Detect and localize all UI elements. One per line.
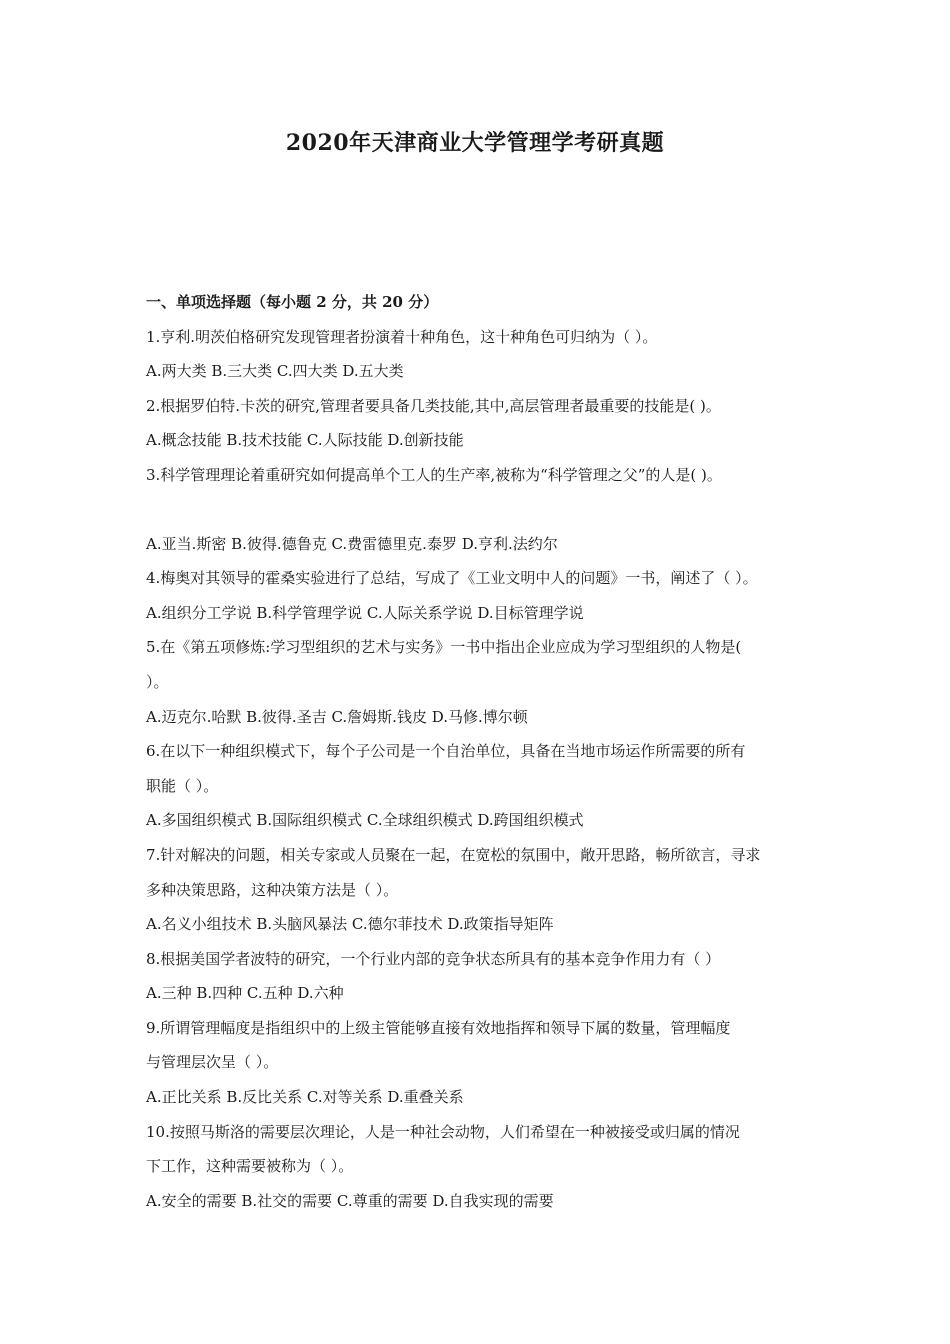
question-2: 2.根据罗伯特.卡茨的研究,管理者要具备几类技能,其中,高层管理者最重要的技能是( )。 xyxy=(146,396,721,415)
question-9-continued: 与管理层次呈（ ）。 xyxy=(146,1053,279,1072)
question-7-continued: 多种决策思路，这种决策方法是（ ）。 xyxy=(146,880,399,899)
question-3-options: A.亚当.斯密 B.彼得.德鲁克 C.费雷德里克.泰罗 D.亨利.法约尔 xyxy=(146,534,558,553)
question-10-options: A.安全的需要 B.社交的需要 C.尊重的需要 D.自我实现的需要 xyxy=(146,1191,554,1210)
question-5: 5.在《第五项修炼:学习型组织的艺术与实务》一书中指出企业应成为学习型组织的人物是( xyxy=(146,638,742,657)
question-6: 6.在以下一种组织模式下，每个子公司是一个自治单位，具备在当地市场运作所需要的所有 xyxy=(146,742,746,761)
question-6-continued: 职能（ ）。 xyxy=(146,776,219,795)
question-8-options: A.三种 B.四种 C.五种 D.六种 xyxy=(146,984,344,1003)
page-title: 2020年天津商业大学管理学考研真题 xyxy=(285,130,665,156)
question-5-options: A.迈克尔.哈默 B.彼得.圣吉 C.詹姆斯.钱皮 D.马修.博尔顿 xyxy=(146,707,528,726)
blank-gap xyxy=(146,493,826,527)
question-7-options: A.名义小组技术 B.头脑风暴法 C.德尔菲技术 D.政策指导矩阵 xyxy=(146,915,554,934)
question-4-options: A.组织分工学说 B.科学管理学说 C.人际关系学说 D.目标管理学说 xyxy=(146,603,584,622)
question-section xyxy=(146,285,826,1218)
question-7: 7.针对解决的问题，相关专家或人员聚在一起，在宽松的氛围中，敞开思路，畅所欲言，寻求 xyxy=(146,845,761,864)
question-6-options: A.多国组织模式 B.国际组织模式 C.全球组织模式 D.跨国组织模式 xyxy=(146,811,584,830)
question-5-continued: ）。 xyxy=(146,672,169,691)
question-9-options: A.正比关系 B.反比关系 C.对等关系 D.重叠关系 xyxy=(146,1088,464,1107)
question-8: 8.根据美国学者波特的研究，一个行业内部的竞争状态所具有的基本竞争作用力有（ ） xyxy=(146,949,721,968)
question-4: 4.梅奥对其领导的霍桑实验进行了总结，写成了《工业文明中人的问题》一书，阐述了（ ）。 xyxy=(146,569,758,588)
question-9: 9.所谓管理幅度是指组织中的上级主管能够直接有效地指挥和领导下属的数量，管理幅度 xyxy=(146,1018,731,1037)
question-1: 1.亨利.明茨伯格研究发现管理者扮演着十种角色，这十种角色可归纳为（ ）。 xyxy=(146,327,658,346)
question-1-options: A.两大类 B.三大类 C.四大类 D.五大类 xyxy=(146,362,404,381)
question-10-continued: 下工作，这种需要被称为（ ）。 xyxy=(146,1157,354,1176)
question-2-options: A.概念技能 B.技术技能 C.人际技能 D.创新技能 xyxy=(146,431,464,450)
question-3: 3.科学管理理论着重研究如何提高单个工人的生产率,被称为“科学管理之父”的人是( )。 xyxy=(146,465,722,484)
question-10: 10.按照马斯洛的需要层次理论，人是一种社会动物，人们希望在一种被接受或归属的情况 xyxy=(146,1122,740,1141)
section-heading: 一、单项选择题（每小题 2 分，共 20 分） xyxy=(146,293,439,311)
